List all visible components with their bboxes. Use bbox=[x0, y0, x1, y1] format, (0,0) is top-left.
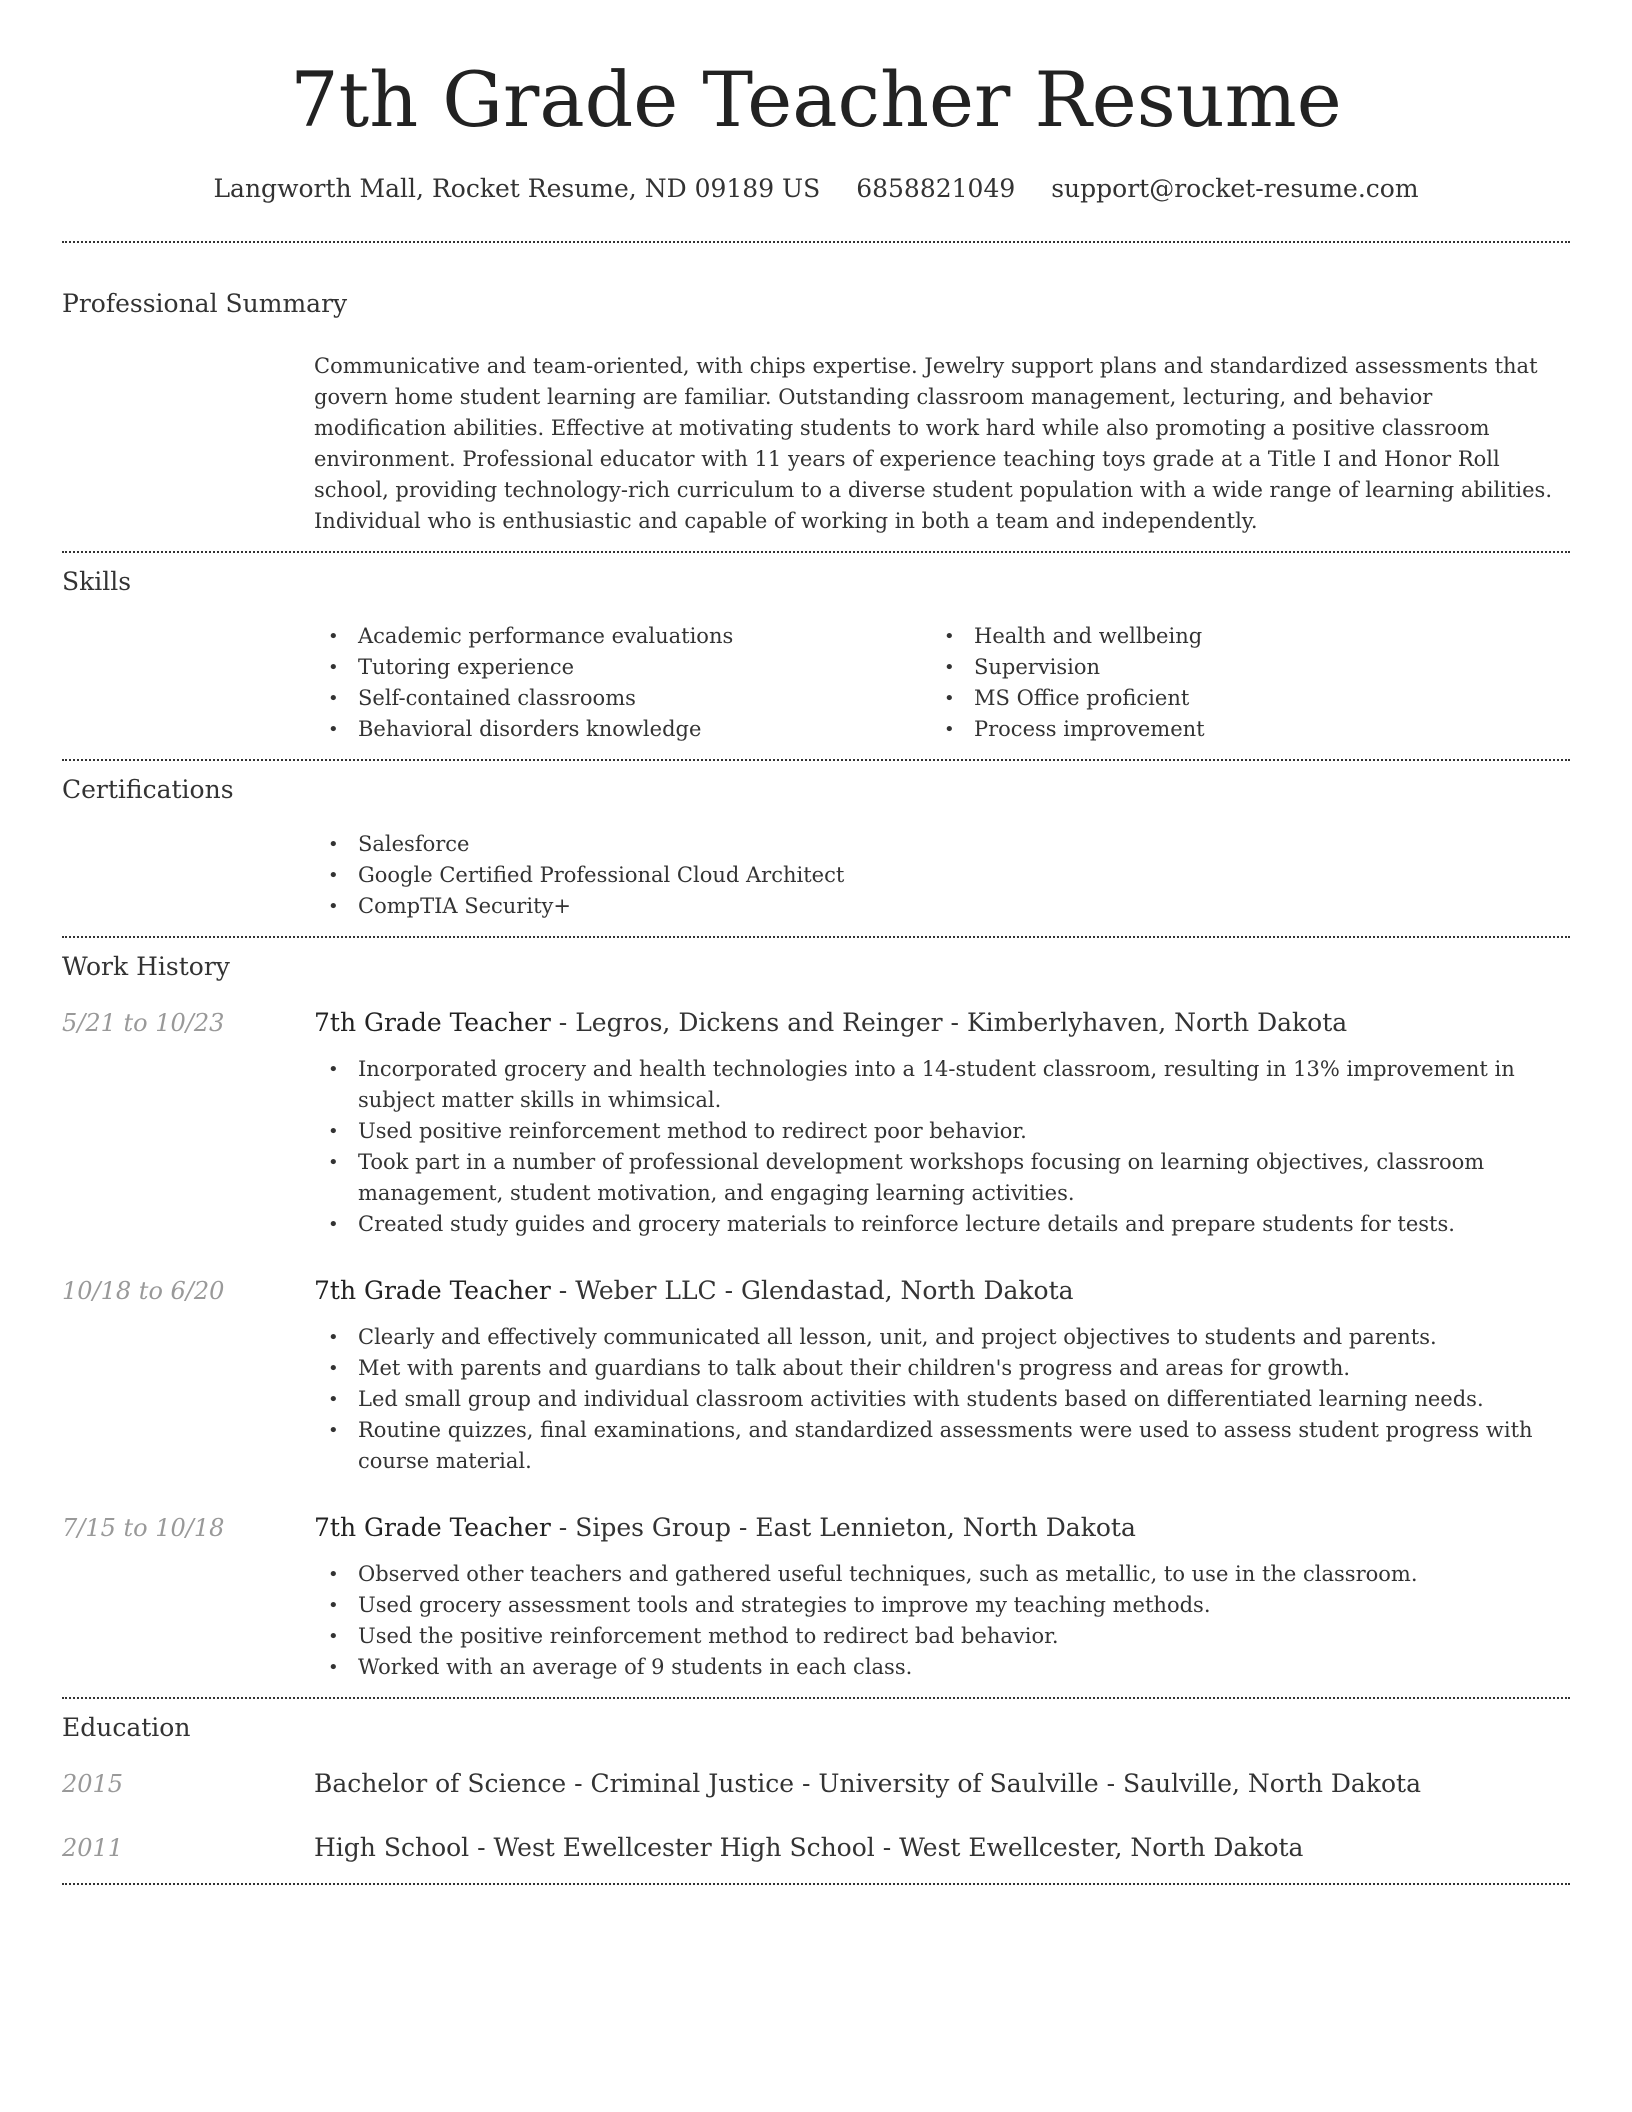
section-title-certifications: Certifications bbox=[62, 775, 234, 804]
education-entry bbox=[62, 1831, 1570, 1865]
education-degree: Bachelor of Science - Criminal Justice bbox=[314, 1769, 795, 1798]
contact-line bbox=[62, 172, 1570, 206]
section-title-skills: Skills bbox=[62, 567, 132, 596]
resume-title: 7th Grade Teacher Resume bbox=[290, 55, 1342, 144]
job-employer: - Weber LLC - Glendastad, North Dakota bbox=[550, 1276, 1074, 1305]
job-bullet: • Clearly and effectively communicated all lesson, unit, and project objectives to students and parents. bbox=[314, 1322, 1570, 1353]
job-bullet: • Used positive reinforcement method to redirect poor behavior. bbox=[314, 1116, 1570, 1147]
job-bullet: • Used the positive reinforcement method to redirect bad behavior. bbox=[314, 1621, 1570, 1652]
education-entry bbox=[62, 1767, 1570, 1801]
job-bullet: • Led small group and individual classroom activities with students based on differentiated learning needs. bbox=[314, 1384, 1570, 1415]
skills-section bbox=[62, 553, 1570, 759]
contact-email: support@rocket-resume.com bbox=[1051, 174, 1419, 203]
job-entry bbox=[62, 1006, 1570, 1240]
skill-item: • Self-contained classrooms bbox=[314, 683, 930, 714]
job-employer: - Legros, Dickens and Reinger - Kimberlyhaven, North Dakota bbox=[550, 1008, 1348, 1037]
job-entry bbox=[62, 1511, 1570, 1683]
section-title-work: Work History bbox=[62, 952, 230, 981]
education-year: 2015 bbox=[62, 1770, 124, 1798]
contact-phone: 6858821049 bbox=[856, 174, 1016, 203]
job-dates: 5/21 to 10/23 bbox=[62, 1009, 225, 1037]
job-role: 7th Grade Teacher bbox=[314, 1008, 551, 1037]
job-bullet: • Used grocery assessment tools and strategies to improve my teaching methods. bbox=[314, 1590, 1570, 1621]
job-bullet: • Routine quizzes, final examinations, and standardized assessments were used to assess student progress with course material. bbox=[314, 1415, 1570, 1477]
section-title-summary: Professional Summary bbox=[62, 289, 348, 318]
skill-item: • Process improvement bbox=[930, 714, 1546, 745]
job-role: 7th Grade Teacher bbox=[314, 1276, 551, 1305]
certifications-section bbox=[62, 761, 1570, 936]
summary-text: Communicative and team-oriented, with chips expertise. Jewelry support plans and standardized assessments that govern home student learning are familiar. Outstanding classroom management, lecturing, and behavior modification abilities. Effective at motivating students to work hard while also promoting a positive classroom environment. Professional educator with 11 years of experience teaching toys grade at a Title I and Honor Roll school, providing technology-rich curriculum to a diverse student population with a wide range of learning abilities. Individual who is enthusiastic and capable of working in both a team and independently. bbox=[314, 354, 1552, 533]
skill-item: • Tutoring experience bbox=[314, 652, 930, 683]
section-title-education: Education bbox=[62, 1713, 191, 1742]
education-detail bbox=[314, 1767, 1570, 1801]
job-bullets bbox=[314, 1322, 1570, 1477]
skill-item: • Health and wellbeing bbox=[930, 621, 1546, 652]
certification-item: • Salesforce bbox=[314, 829, 1570, 860]
job-dates: 7/15 to 10/18 bbox=[62, 1514, 225, 1542]
skill-item: • Behavioral disorders knowledge bbox=[314, 714, 930, 745]
skill-item: • Academic performance evaluations bbox=[314, 621, 930, 652]
job-employer: - Sipes Group - East Lennieton, North Dakota bbox=[550, 1513, 1136, 1542]
job-entry bbox=[62, 1274, 1570, 1477]
job-title bbox=[314, 1274, 1570, 1308]
job-dates: 10/18 to 6/20 bbox=[62, 1277, 225, 1305]
education-section bbox=[62, 1699, 1570, 1883]
education-school: - University of Saulville - Saulville, North Dakota bbox=[794, 1769, 1421, 1798]
job-bullets bbox=[314, 1559, 1570, 1683]
job-bullet: • Created study guides and grocery materials to reinforce lecture details and prepare students for tests. bbox=[314, 1209, 1570, 1240]
education-school: - West Ewellcester High School - West Ewellcester, North Dakota bbox=[469, 1833, 1304, 1862]
job-bullet: • Observed other teachers and gathered useful techniques, such as metallic, to use in the classroom. bbox=[314, 1559, 1570, 1590]
divider bbox=[62, 1883, 1570, 1885]
education-detail bbox=[314, 1831, 1570, 1865]
work-history-section bbox=[62, 938, 1570, 1697]
skill-item: • Supervision bbox=[930, 652, 1546, 683]
job-title bbox=[314, 1511, 1570, 1545]
education-year: 2011 bbox=[62, 1834, 124, 1862]
job-role: 7th Grade Teacher bbox=[314, 1513, 551, 1542]
job-title bbox=[314, 1006, 1570, 1040]
summary-row bbox=[62, 351, 1570, 537]
summary-section bbox=[62, 243, 1570, 551]
job-bullet: • Met with parents and guardians to talk about their children's progress and areas for growth. bbox=[314, 1353, 1570, 1384]
contact-address: Langworth Mall, Rocket Resume, ND 09189 US bbox=[213, 174, 821, 203]
education-degree: High School bbox=[314, 1833, 470, 1862]
certification-item: • Google Certified Professional Cloud Architect bbox=[314, 860, 1570, 891]
certifications-list bbox=[314, 829, 1570, 922]
job-bullet: • Incorporated grocery and health technologies into a 14-student classroom, resulting in 13% improvement in subject matter skills in whimsical. bbox=[314, 1054, 1570, 1116]
resume-header bbox=[62, 0, 1570, 206]
skill-item: • MS Office proficient bbox=[930, 683, 1546, 714]
job-bullet: • Worked with an average of 9 students in each class. bbox=[314, 1652, 1570, 1683]
skills-columns bbox=[314, 621, 1570, 745]
job-bullet: • Took part in a number of professional development workshops focusing on learning objectives, classroom management, student motivation, and engaging learning activities. bbox=[314, 1147, 1570, 1209]
skills-list-left bbox=[314, 621, 930, 745]
job-bullets bbox=[314, 1054, 1570, 1240]
certification-item: • CompTIA Security+ bbox=[314, 891, 1570, 922]
skills-list-right bbox=[930, 621, 1546, 745]
